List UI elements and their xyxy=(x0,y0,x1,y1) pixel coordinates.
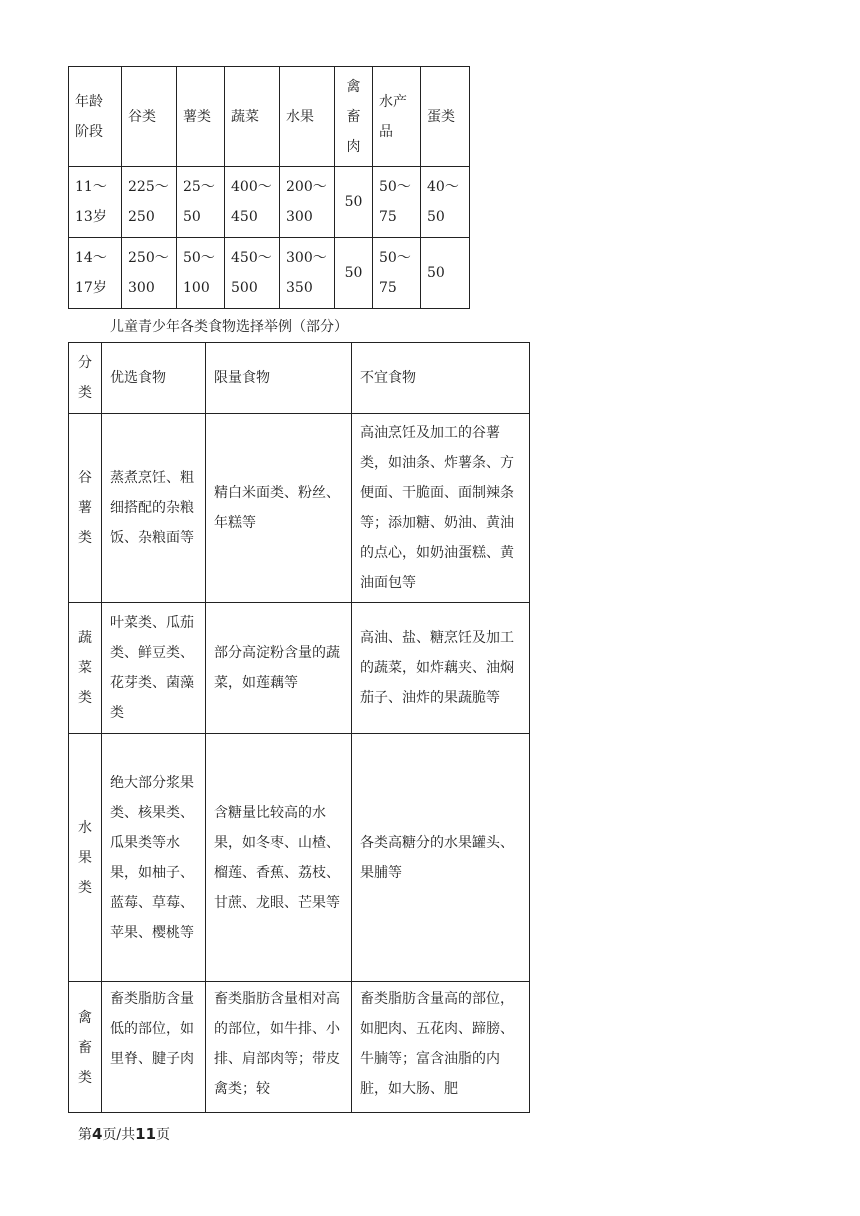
header-cell xyxy=(335,67,373,167)
table-row xyxy=(69,603,530,734)
table-cell: 各类高糖分的水果罐头、果脯等 xyxy=(352,734,530,982)
table-row xyxy=(69,238,470,309)
table-header-row xyxy=(69,67,470,167)
header-cell: 不宜食物 xyxy=(352,343,530,414)
food-choice-table xyxy=(68,342,530,1113)
table-cell: 畜类脂肪含量低的部位，如里脊、腱子肉 xyxy=(102,982,206,1113)
header-cell: 水果 xyxy=(280,67,335,167)
table-cell: 50 xyxy=(335,238,373,309)
header-cell: 年龄阶段 xyxy=(69,67,122,167)
header-cell: 薯类 xyxy=(177,67,225,167)
header-cell: 蔬菜 xyxy=(225,67,280,167)
table-cell: 50 xyxy=(335,167,373,238)
header-cell-text: 禽畜肉 xyxy=(346,78,361,155)
table-cell: 450～500 xyxy=(225,238,280,309)
table-cell: 蒸煮烹饪、粗细搭配的杂粮饭、杂粮面等 xyxy=(102,414,206,603)
table-cell: 14～17岁 xyxy=(69,238,122,309)
header-cell: 谷类 xyxy=(122,67,177,167)
table-row xyxy=(69,734,530,982)
footer-middle: 页/共 xyxy=(102,1127,136,1143)
table-header-row xyxy=(69,343,530,414)
table-cell: 绝大部分浆果类、核果类、瓜果类等水果，如柚子、蓝莓、草莓、苹果、樱桃等 xyxy=(102,734,206,982)
table-cell: 11～13岁 xyxy=(69,167,122,238)
page-footer xyxy=(78,1122,170,1147)
table-cell: 300～350 xyxy=(280,238,335,309)
table-cell: 50～100 xyxy=(177,238,225,309)
table-cell: 高油烹饪及加工的谷薯类，如油条、炸薯条、方便面、干脆面、面制辣条等；添加糖、奶油、黄油的点心，如奶油蛋糕、黄油面包等 xyxy=(352,414,530,603)
header-cell: 限量食物 xyxy=(206,343,352,414)
header-cell xyxy=(69,343,102,414)
table-row xyxy=(69,982,530,1113)
food-intake-table xyxy=(68,66,470,309)
category-label: 禽畜类 xyxy=(78,1010,92,1086)
table-row xyxy=(69,167,470,238)
table-cell: 50 xyxy=(421,238,470,309)
category-cell xyxy=(69,603,102,734)
header-cell: 优选食物 xyxy=(102,343,206,414)
table-cell: 50～75 xyxy=(373,167,421,238)
table-row xyxy=(69,414,530,603)
table-cell: 部分高淀粉含量的蔬菜，如莲藕等 xyxy=(206,603,352,734)
table-cell: 叶菜类、瓜茄类、鲜豆类、花芽类、菌藻类 xyxy=(102,603,206,734)
category-cell xyxy=(69,414,102,603)
table-cell: 精白米面类、粉丝、年糕等 xyxy=(206,414,352,603)
table-cell: 畜类脂肪含量相对高的部位，如牛排、小排、肩部肉等；带皮禽类；较 xyxy=(206,982,352,1113)
table-cell: 含糖量比较高的水果，如冬枣、山楂、榴莲、香蕉、荔枝、甘蔗、龙眼、芒果等 xyxy=(206,734,352,982)
header-cell-text: 分类 xyxy=(78,355,92,401)
category-label: 蔬菜类 xyxy=(78,630,92,706)
table-cell: 200～300 xyxy=(280,167,335,238)
table-cell: 高油、盐、糖烹饪及加工的蔬菜，如炸藕夹、油焖茄子、油炸的果蔬脆等 xyxy=(352,603,530,734)
table-cell: 40～50 xyxy=(421,167,470,238)
table-cell: 400～450 xyxy=(225,167,280,238)
table-cell: 250～300 xyxy=(122,238,177,309)
table-cell: 50～75 xyxy=(373,238,421,309)
table-cell: 畜类脂肪含量高的部位，如肥肉、五花肉、蹄膀、牛腩等；富含油脂的内脏，如大肠、肥 xyxy=(352,982,530,1113)
category-cell xyxy=(69,734,102,982)
table-cell: 225～250 xyxy=(122,167,177,238)
header-cell: 水产品 xyxy=(373,67,421,167)
table-caption: 儿童青少年各类食物选择举例（部分） xyxy=(110,319,348,335)
current-page-number: 4 xyxy=(92,1125,103,1143)
total-page-count: 11 xyxy=(135,1125,157,1143)
table-cell: 25～50 xyxy=(177,167,225,238)
category-label: 水果类 xyxy=(78,819,92,896)
footer-suffix: 页 xyxy=(156,1127,171,1143)
category-cell xyxy=(69,982,102,1113)
footer-prefix: 第 xyxy=(78,1127,92,1143)
header-cell: 蛋类 xyxy=(421,67,470,167)
category-label: 谷薯类 xyxy=(78,470,92,546)
